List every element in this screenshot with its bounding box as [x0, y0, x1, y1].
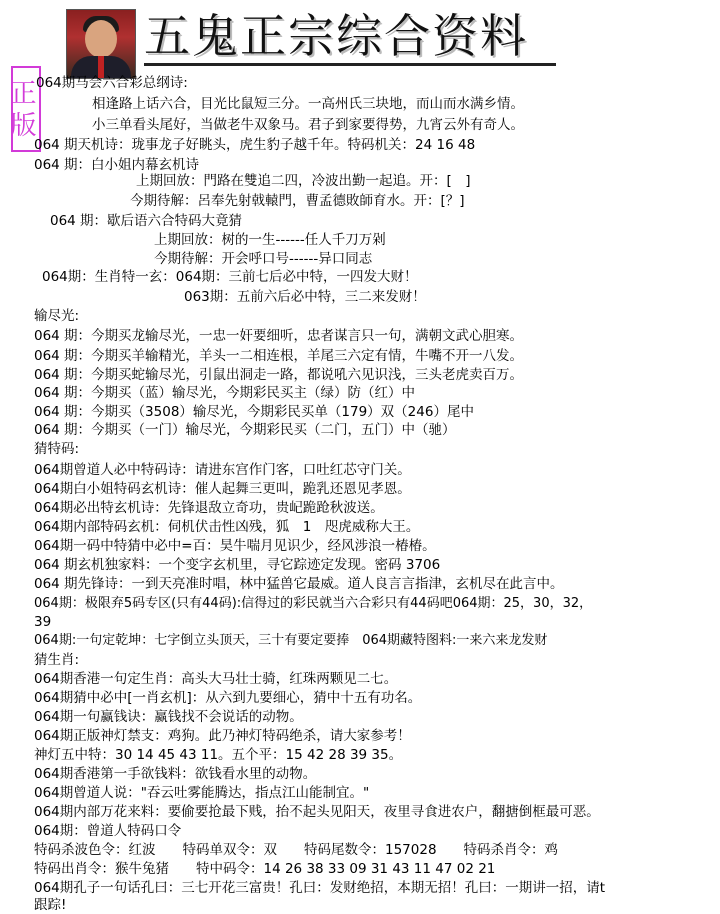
page-title: 五鬼正宗综合资料	[144, 9, 528, 63]
text-line: 064 期：今期买蛇输尽光，引鼠出洞走一路，都说吼六见识浅，三头老虎卖百万。	[34, 367, 524, 383]
title-underline	[144, 63, 556, 66]
text-line: 输尽光:	[34, 308, 80, 324]
text-line: 064 期：歇后语六合特码大竟猜	[50, 213, 243, 229]
text-line: 今期待解：开会呼口号------异口同志	[154, 251, 373, 267]
text-line: 064期孔子一句话孔曰：三七开花三富贵！孔曰：发财绝招，本期无招！孔曰：一期讲一招，请t	[34, 880, 606, 896]
text-line: 064 期：今期买（一门）输尽光，今期彩民买（二门，五门）中（驰）	[34, 422, 456, 438]
text-line: 小三单看头尾好，当做老牛双象马。君子到家要得势，九宵云外有奇人。	[92, 117, 524, 133]
text-line: 064期曾道人必中特码诗：请进东宫作门客，口吐红芯守门关。	[34, 462, 411, 478]
text-line: 064期必出特玄机诗：先锋退敌立奇功，贵屺跪跄秋波送。	[34, 500, 384, 516]
text-line: 064期猜中必中[一肖玄机]：从六到九要细心，猜中十五有功名。	[34, 690, 422, 706]
text-line: 063期：五前六后必中特，三二来发财！	[184, 289, 426, 305]
text-line: 064 期天机诗：珑事龙子好眺头，虎生豹子越千年。特码机关：24 16 48	[34, 137, 476, 153]
text-line: 064期马会六合彩总纲诗:	[36, 75, 188, 91]
text-line: 今期待解：呂奉先射戟轅門，曹孟德敗師育水。开：[？]	[130, 193, 465, 209]
text-line: 064 期：今期买（蓝）输尽光，今期彩民买主（绿）防（红）中	[34, 385, 416, 401]
text-line: 猜生肖:	[34, 652, 80, 668]
text-line: 064期一码中特猜中必中=百：昊牛喘月见识少，经风涉浪一椿椿。	[34, 538, 436, 554]
text-line: 064 期：今期买（3508）输尽光，今期彩民买单（179）双（246）尾中	[34, 404, 474, 420]
author-portrait	[66, 9, 136, 79]
text-line: 特码出肖令：猴牛兔猪 特中码令：14 26 38 33 09 31 43 11 47 02 21	[34, 861, 496, 877]
text-line: 064期一句赢钱诀：赢钱找不会说话的动物。	[34, 709, 303, 725]
text-line: 064 期玄机独家料：一个变字玄机里，寻它踪迹定发现。密码 3706	[34, 557, 441, 573]
text-line: 064期：极限弃5码专区(只有44码):信得过的彩民就当六合彩只有44码吧064期：25，30，32，	[34, 596, 593, 611]
authentic-stamp: 正版	[11, 66, 41, 152]
text-line: 相逢路上话六合，目光比鼠短三分。一高州氏三块地，而山而水满乡情。	[92, 96, 524, 112]
portrait-face	[85, 20, 117, 58]
text-line: 猜特码:	[34, 441, 80, 457]
text-line: 064期:一句定乾坤：七字倒立头顶天，三十有要定要捧 064期藏特图料:一来六来龙发财	[34, 633, 548, 648]
text-line: 特码杀波色令：红波 特码单双令：双 特码尾数令：157028 特码杀肖令：鸡	[34, 842, 559, 858]
text-line: 上期回放：門路在雙追二四，冷波出勤一起追。开：[ ]	[136, 173, 471, 189]
text-line: 39	[34, 614, 52, 630]
text-line: 064期正版神灯禁支：鸡狗。此乃神灯特码绝杀，请大家参考！	[34, 728, 411, 744]
text-line: 064期香港一句定生肖：高头大马壮士骑，红珠两颗见二七。	[34, 671, 398, 687]
text-line: 064期内部万花来料：要偷要抢最下贱，抬不起头见阳天，夜里寻食进农户，翻搪倒框最可恶。	[34, 804, 600, 820]
text-line: 跟踪!	[34, 897, 67, 913]
text-line: 064 期先锋诗：一到天亮准时唱，林中猛兽它最威。道人良言言指津，玄机尽在此言中。	[34, 576, 564, 592]
text-line: 064 期：今期买羊输精光，羊头一二相连根，羊尾三六定有情，牛嘴不开一八发。	[34, 348, 524, 364]
text-line: 064期：曾道人特码口令	[34, 823, 182, 839]
text-line: 064期白小姐特码玄机诗：催人起舞三更叫，跪乳还恩见孝恩。	[34, 481, 411, 497]
text-line: 064期：生肖特一玄：064期：三前七后必中特，一四发大财！	[42, 269, 418, 285]
text-line: 064期曾道人说："吞云吐雾能腾达，指点江山能制宜。"	[34, 785, 370, 801]
text-line: 064 期：白小姐内幕玄机诗	[34, 157, 200, 173]
text-line: 064 期：今期买龙输尽光，一忠一奸要细听，忠者谋言只一句，满朝文武心胆寒。	[34, 328, 524, 344]
text-line: 064期内部特码玄机：伺机伏击性凶残，狐 1 咫虎威称大王。	[34, 519, 420, 535]
text-line: 神灯五中特：30 14 45 43 11。五个平：15 42 28 39 35。	[34, 747, 403, 763]
text-line: 064期香港第一手欲钱料：欲钱看水里的动物。	[34, 766, 317, 782]
text-line: 上期回放：树的一生------任人千刀万剁	[154, 232, 386, 248]
